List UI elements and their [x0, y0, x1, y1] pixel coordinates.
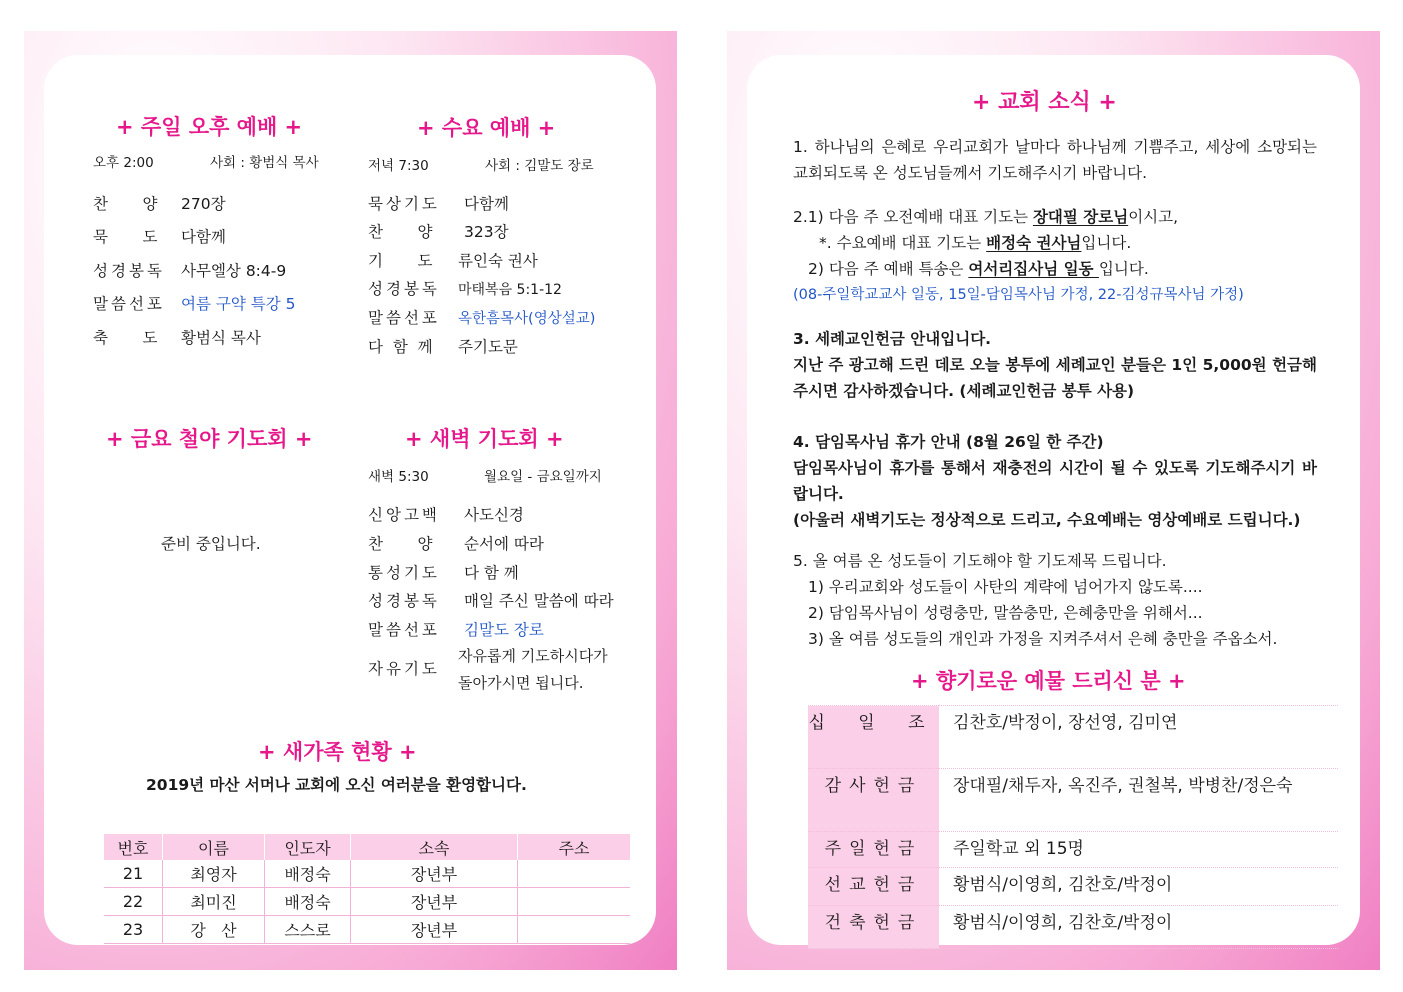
- text: 다 함 께: [464, 564, 519, 582]
- table-row: [104, 916, 630, 944]
- list-item: [368, 618, 544, 640]
- text: 다함께: [181, 228, 226, 246]
- list-item: [368, 532, 544, 554]
- item-label: 묵상기도: [368, 195, 440, 213]
- list-item: [368, 657, 458, 679]
- offerings-table: [808, 705, 1338, 949]
- table-cell: 장년부: [351, 916, 518, 944]
- item-label: 성경봉독: [368, 592, 440, 610]
- text: 사무엘상 8:4-9: [181, 262, 287, 280]
- text: 2.1) 다음 주 오전예배 대표 기도는: [793, 208, 1033, 226]
- table-cell: 황범식/이영희, 김찬호/박정이: [939, 868, 1338, 906]
- table-cell: 주일헌금: [808, 832, 939, 868]
- list-item: [368, 306, 595, 328]
- text: 류인숙 권사: [458, 252, 538, 270]
- list-item: [368, 249, 538, 271]
- text: 3. 세례교인헌금 안내입니다.: [793, 330, 992, 348]
- table-cell: 최영자: [163, 860, 265, 888]
- table-row: [808, 868, 1338, 906]
- table-row: [104, 888, 630, 916]
- list-item: [368, 277, 562, 299]
- dawn-time: 새벽 5:30: [368, 469, 429, 485]
- text: 다함께: [464, 195, 509, 213]
- item-label: 말씀선포: [93, 295, 165, 313]
- left-page: [24, 31, 677, 970]
- sunday-pm-leader: 사회 : 황범식 목사: [210, 155, 319, 171]
- dawn-free-prayer-text: [458, 643, 608, 697]
- table-row: [808, 906, 1338, 949]
- list-item: [93, 192, 226, 214]
- item-label: 성경봉독: [368, 280, 440, 298]
- news-item-4: [793, 429, 1317, 533]
- text: 황범식 목사: [181, 329, 261, 347]
- item-label: 통성기도: [368, 564, 440, 582]
- text: 2) 다음 주 예배 특송은: [808, 260, 969, 278]
- table-cell: 배정숙: [265, 860, 351, 888]
- item-label: 말씀선포: [368, 621, 440, 639]
- item-label: 찬 양: [368, 535, 433, 553]
- table-cell: 감사헌금: [808, 769, 939, 832]
- list-item: [368, 192, 509, 214]
- text: 옥한흠목사(영상설교): [458, 311, 596, 327]
- list-item: [368, 561, 519, 583]
- table-cell: 스스로: [265, 916, 351, 944]
- text: 3) 올 여름 성도들의 개인과 가정을 지켜주셔서 은혜 충만을 주옵소서.: [808, 630, 1278, 648]
- text: 매일 주신 말씀에 따라: [464, 592, 614, 610]
- table-cell: 소속: [351, 834, 518, 860]
- list-item: [368, 503, 524, 525]
- text: 4. 담임목사님 휴가 안내 (8월 26일 한 주간): [793, 433, 1104, 451]
- table-row: [808, 769, 1338, 832]
- item-label: 묵 도: [93, 228, 158, 246]
- text: 자유롭게 기도하시다가: [458, 647, 608, 665]
- wednesday-leader: 사회 : 김말도 장로: [485, 158, 594, 174]
- text: 이시고,: [1128, 208, 1179, 226]
- table-row: [808, 706, 1338, 769]
- table-cell: 주소: [518, 834, 631, 860]
- offerings-title: + 향기로운 예물 드리신 분 +: [911, 669, 1186, 693]
- text: (08-주일학교교사 일동, 15일-담임목사님 가정, 22-김성규목사님 가정): [793, 287, 1244, 303]
- news-item-1: 1. 하나님의 은혜로 우리교회가 날마다 하나님께 기쁨주고, 세상에 소망되는 교회되도록 온 성도님들께서 기도해주시기 바랍니다.: [793, 138, 1317, 182]
- news-title: + 교회 소식 +: [972, 90, 1117, 115]
- table-cell: 주일학교 외 15명: [939, 832, 1338, 868]
- text: 장대필 장로님: [1032, 208, 1129, 226]
- text: 배정숙 권사님: [986, 234, 1082, 252]
- table-cell: 선교헌금: [808, 868, 939, 906]
- text: 지난 주 광고해 드린 데로 오늘 봉투에 세례교인 분들은 1인 5,000원 헌금해주시면 감사하겠습니다. (세례교인헌금 봉투 사용): [793, 356, 1317, 400]
- text: 김말도 장로: [464, 621, 544, 639]
- text: 270장: [181, 195, 226, 213]
- table-cell: 장년부: [351, 888, 518, 916]
- news-item-3: [793, 326, 1317, 404]
- text: 2) 담임목사님이 성령충만, 말씀충만, 은혜충만을 위해서...: [808, 604, 1203, 622]
- text: 주기도문: [458, 338, 518, 356]
- table-cell: 김찬호/박정이, 장선영, 김미연: [939, 706, 1338, 769]
- text: 여름 구약 특강 5: [181, 295, 296, 313]
- right-card: [747, 55, 1360, 945]
- item-label: 신앙고백: [368, 506, 440, 524]
- item-label: 다 함 께: [368, 338, 433, 356]
- text: 담임목사님이 휴가를 통해서 재충전의 시간이 될 수 있도록 기도해주시기 바랍니다.: [793, 459, 1317, 503]
- table-row: [104, 860, 630, 888]
- list-item: [368, 220, 509, 242]
- list-item: [93, 326, 261, 348]
- wednesday-title: + 수요 예배 +: [417, 116, 556, 140]
- item-label: 성경봉독: [93, 262, 165, 280]
- table-cell: 이름: [163, 834, 265, 860]
- table-cell: 21: [104, 860, 163, 888]
- table-cell: 최미진: [163, 888, 265, 916]
- table-cell: 장년부: [351, 860, 518, 888]
- right-page: [727, 31, 1380, 970]
- left-card: [44, 55, 656, 945]
- new-family-subtitle: 2019년 마산 서머나 교회에 오신 여러분을 환영합니다.: [146, 776, 527, 794]
- table-header-row: [104, 834, 630, 860]
- item-label: 기 도: [368, 252, 433, 270]
- list-item: [368, 335, 518, 357]
- wednesday-time: 저녁 7:30: [368, 158, 429, 174]
- new-family-title: + 새가족 현황 +: [258, 740, 417, 764]
- text: 1) 우리교회와 성도들이 사탄의 계략에 넘어가지 않도록....: [808, 578, 1203, 596]
- table-cell: [518, 860, 631, 888]
- table-row: [808, 832, 1338, 868]
- friday-status: 준비 중입니다.: [161, 535, 261, 553]
- table-cell: [518, 916, 631, 944]
- item-label: 찬 양: [368, 223, 433, 241]
- table-cell: 번호: [104, 834, 163, 860]
- text: 돌아가시면 됩니다.: [458, 674, 584, 692]
- dawn-title: + 새벽 기도회 +: [405, 427, 564, 451]
- table-cell: 건축헌금: [808, 906, 939, 949]
- text: 입니다.: [1098, 260, 1149, 278]
- table-cell: 황범식/이영희, 김찬호/박정이: [939, 906, 1338, 949]
- table-cell: 장대필/채두자, 옥진주, 권철복, 박병찬/정은숙: [939, 769, 1338, 832]
- list-item: [93, 292, 295, 314]
- text: 5. 올 여름 온 성도들이 기도해야 할 기도제목 드립니다.: [793, 552, 1167, 570]
- table-cell: 십 일 조: [808, 706, 939, 769]
- news-item-2: [793, 204, 1317, 308]
- text: 마태복음 5:1-12: [458, 282, 562, 298]
- text: *. 수요예배 대표 기도는: [819, 234, 987, 252]
- text: (아울러 새벽기도는 정상적으로 드리고, 수요예배는 영상예배로 드립니다.): [793, 511, 1301, 529]
- dawn-days: 월요일 - 금요일까지: [484, 469, 602, 485]
- text: 323장: [464, 223, 509, 241]
- table-cell: 22: [104, 888, 163, 916]
- table-cell: 인도자: [265, 834, 351, 860]
- list-item: [93, 259, 286, 281]
- item-label: 자유기도: [368, 660, 440, 678]
- list-item: [93, 225, 226, 247]
- friday-title: + 금요 철야 기도회 +: [106, 427, 313, 451]
- text: 사도신경: [464, 506, 524, 524]
- sunday-pm-title: + 주일 오후 예배 +: [116, 115, 303, 139]
- text: 여서리집사님 일동: [968, 260, 1099, 278]
- table-cell: [518, 888, 631, 916]
- sunday-pm-time: 오후 2:00: [93, 155, 154, 171]
- item-label: 찬 양: [93, 195, 158, 213]
- item-label: 말씀선포: [368, 309, 440, 327]
- text: 입니다.: [1081, 234, 1132, 252]
- item-label: 축 도: [93, 329, 158, 347]
- table-cell: 배정숙: [265, 888, 351, 916]
- table-cell: 강 산: [163, 916, 265, 944]
- text: 순서에 따라: [464, 535, 544, 553]
- list-item: [368, 589, 614, 611]
- new-family-table: [104, 834, 630, 944]
- table-cell: 23: [104, 916, 163, 944]
- news-item-5: [793, 548, 1317, 652]
